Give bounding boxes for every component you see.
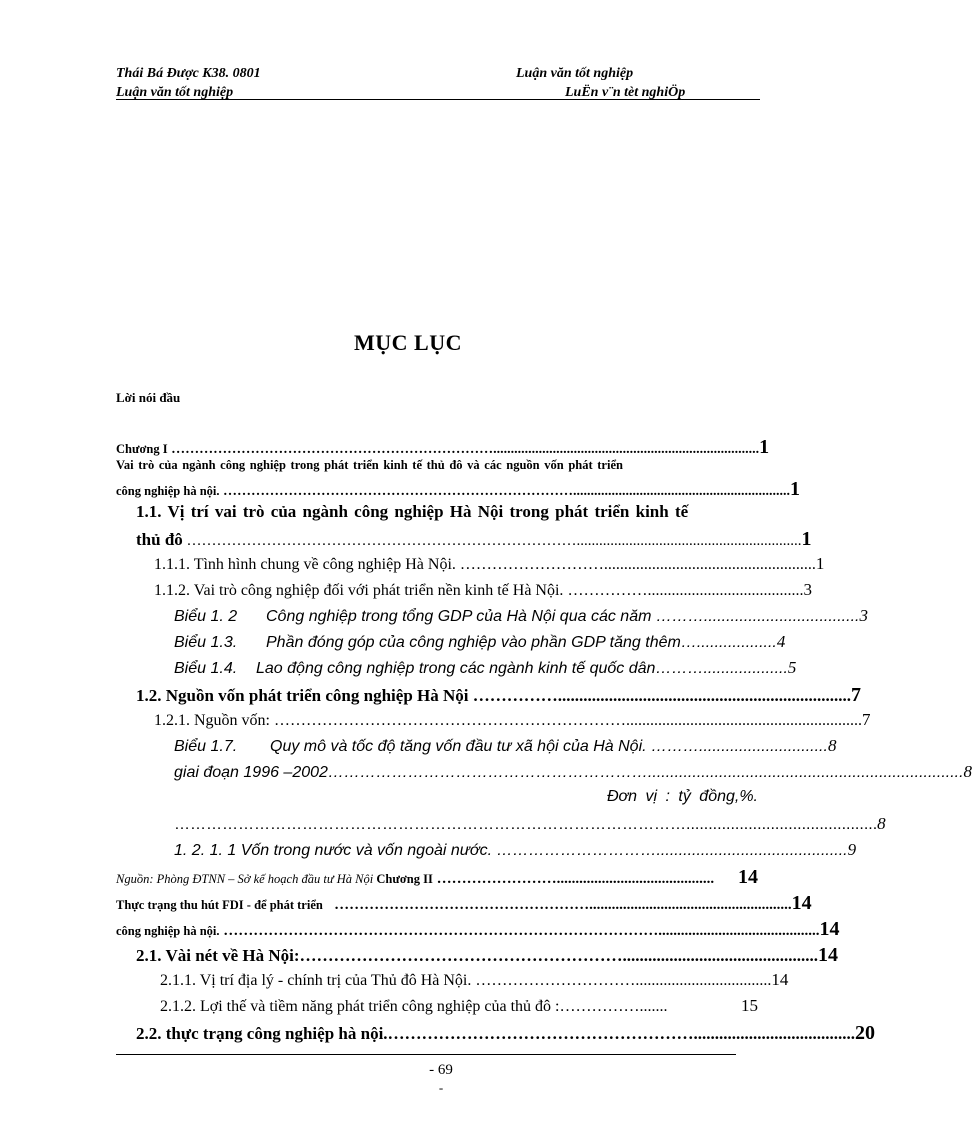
toc-chapter-2-desc-line1[interactable]: Thực trạng thu hút FDI - để phát triển ……………………………………………...................................................... 14 bbox=[116, 892, 812, 914]
toc-figure-1-7[interactable]: Biểu 1.7. Quy mô và tốc độ tăng vốn đầu tư xã hội của Hà Nội. ………............................. 8 bbox=[174, 736, 837, 755]
toc-chapter-1-desc-line1: Vai trò của ngành công nghiệp trong phát triển kinh tế thủ đô và các nguồn vốn phát triển bbox=[116, 458, 623, 472]
header-title-garbled: LuËn v¨n tèt nghiÖp bbox=[565, 85, 686, 100]
toc-chapter-2-label: Chương II bbox=[376, 872, 433, 886]
toc-figure-1-4[interactable]: Biểu 1.4. Lao động công nghiệp trong các ngành kinh tế quốc dân ………................... 5 bbox=[174, 658, 797, 677]
page-title: MỤC LỤC bbox=[354, 330, 462, 355]
toc-chapter-1-desc[interactable]: công nghiệp hà nội. ………………………………………………………………….............................................................. 1 bbox=[116, 478, 801, 500]
toc-section-1-2[interactable]: 1.2. Nguồn vốn phát triển công nghiệp Hà Nội ……………..................................................................... 7 bbox=[136, 684, 861, 706]
toc-figure-1-7-period[interactable]: giai đoạn 1996 –2002 ……………………………………………………....................................................................... 8 bbox=[174, 762, 972, 781]
toc-section-1-1-line1[interactable]: 1.1. Vị trí vai trò của ngành công nghiệp Hà Nội trong phát triển kinh tế bbox=[136, 502, 689, 521]
header-author: Thái Bá Được K38. 0801 bbox=[116, 66, 261, 81]
toc-chapter-1[interactable]: Chương I ……………………………………………………………............................................................................ 1 bbox=[116, 436, 770, 458]
footer-rule bbox=[116, 1054, 736, 1055]
table-of-contents bbox=[116, 432, 972, 1048]
toc-section-2-1-1[interactable]: 2.1.1. Vị trí địa lý - chính trị của Thủ đô Hà Nội. ………………………….................................. 14 bbox=[160, 970, 789, 989]
toc-chapter-2-desc-line2[interactable]: công nghiệp hà nội. ……………………………………………………………………………........................................... 14 bbox=[116, 918, 840, 940]
toc-chapter-1-label: Chương I bbox=[116, 442, 168, 456]
toc-unit-note: Đơn vị : tỷ đồng,%. bbox=[606, 788, 758, 805]
page-number-dash: - bbox=[438, 1080, 444, 1095]
toc-chapter-2[interactable]: Nguồn: Phòng ĐTNN – Sở kế hoạch đầu tư Hà Nội Chương II …………………….......................................... 14 bbox=[116, 866, 758, 888]
page-number: - 69 bbox=[429, 1062, 453, 1078]
toc-section-1-1-1[interactable]: 1.1.1. Tình hình chung về công nghiệp Hà Nội. ………………………..................................................... 1 bbox=[154, 554, 825, 573]
header-rule bbox=[116, 99, 760, 100]
toc-section-1-2-1-1[interactable]: 1. 2. 1. 1 Vốn trong nước và vốn ngoài nước. …………………………........................................... 9 bbox=[174, 840, 857, 859]
toc-section-2-2[interactable]: 2.2. thực trạng công nghiệp hà nội. ………………………………………………...................................... 20 bbox=[136, 1022, 876, 1044]
toc-figure-1-2[interactable]: Biểu 1. 2 Công nghiệp trong tổng GDP của Hà Nội qua các năm ………................................... 3 bbox=[174, 606, 868, 625]
toc-page: 1 bbox=[759, 436, 770, 458]
toc-unit-entry[interactable]: ……………………………………………………………………………………........................................... 8 bbox=[174, 814, 886, 833]
toc-section-1-1[interactable]: thủ đô ……………………………………………………………………............................................................ 1 bbox=[136, 528, 812, 550]
header-title-top: Luận văn tốt nghiệp bbox=[516, 66, 634, 81]
toc-section-2-1[interactable]: 2.1. Vài nét về Hà Nội: ………………………………………………….............................................. 14 bbox=[136, 944, 839, 966]
toc-figure-1-3[interactable]: Biểu 1.3. Phần đóng góp của công nghiệp vào phần GDP tăng thêm ….................. 4 bbox=[174, 632, 786, 651]
header-title-left: Luận văn tốt nghiệp bbox=[116, 85, 234, 100]
toc-section-1-1-2[interactable]: 1.1.2. Vai trò công nghiệp đối với phát triển nền kinh tế Hà Nội. ……………....................................... 3 bbox=[154, 580, 812, 599]
toc-section-1-2-1[interactable]: 1.2.1. Nguồn vốn: …………………………………………………………........................................................... 7 bbox=[154, 710, 871, 729]
toc-section-2-1-2[interactable]: 2.1.2. Lợi thế và tiềm năng phát triển công nghiệp của thủ đô : ……………....... 15 bbox=[160, 996, 758, 1015]
toc-source-note: Nguồn: Phòng ĐTNN – Sở kế hoạch đầu tư Hà Nội bbox=[116, 872, 374, 886]
intro-entry: Lời nói đầu bbox=[116, 390, 181, 405]
